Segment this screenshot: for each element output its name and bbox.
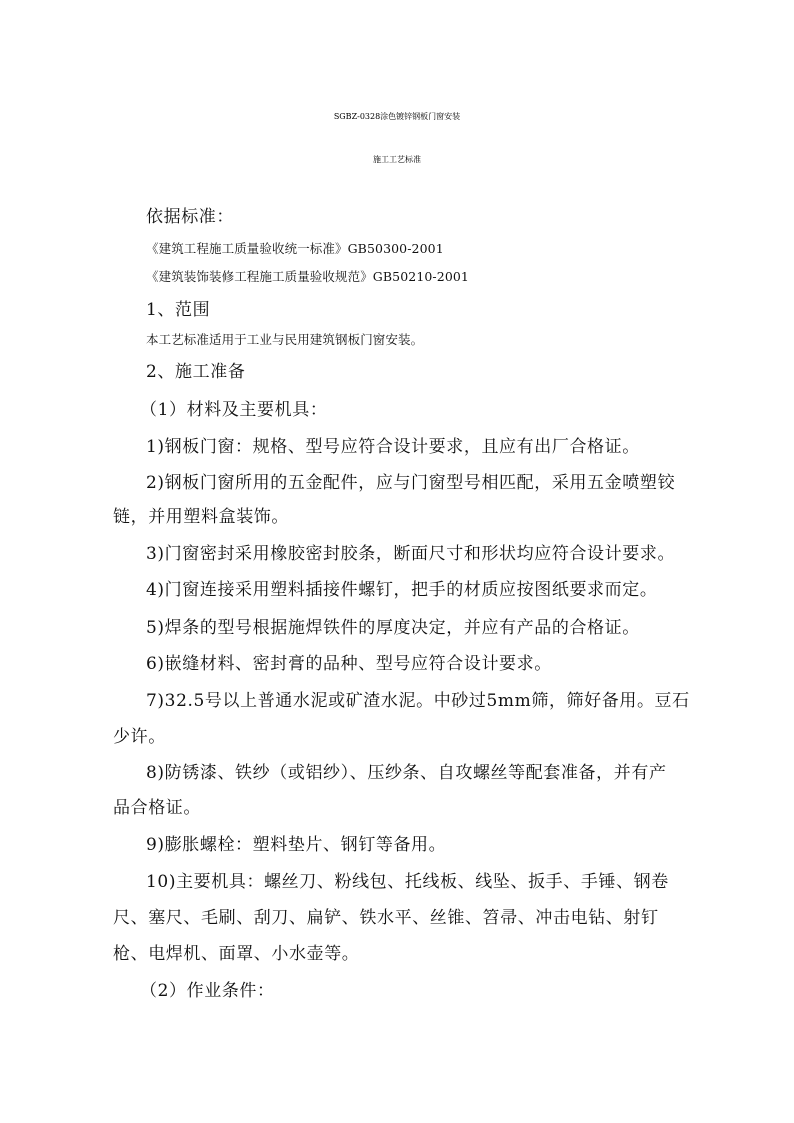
subsection-2-heading: （2）作业条件： [140, 981, 275, 1001]
list-item-10-line-1: 10)主要机具：螺丝刀、粉线包、托线板、线坠、扳手、手锤、钢卷 [146, 872, 669, 892]
subsection-1-heading: （1）材料及主要机具： [140, 400, 328, 420]
basis-standard-1: 《建筑工程施工质量验收统一标准》GB50300-2001 [146, 241, 444, 256]
list-item-5: 5)焊条的型号根据施焊铁件的厚度决定，并应有产品的合格证。 [146, 618, 640, 638]
list-item-10-line-2: 尺、塞尺、毛刷、刮刀、扁铲、铁水平、丝锥、笤帚、冲击电钻、射钉 [113, 908, 659, 928]
document-title-line2: 施工工艺标准 [373, 155, 421, 164]
list-item-9: 9)膨胀螺栓：塑料垫片、钢钉等备用。 [146, 835, 447, 855]
list-item-8-line-1: 8)防锈漆、铁纱（或铝纱）、压纱条、自攻螺丝等配套准备，并有产 [146, 763, 667, 783]
list-item-10-line-3: 枪、电焊机、面罩、小水壶等。 [113, 944, 360, 964]
list-item-7-line-2: 少许。 [113, 727, 166, 747]
list-item-1: 1)钢板门窗：规格、型号应符合设计要求，且应有出厂合格证。 [146, 437, 640, 457]
list-item-3: 3)门窗密封采用橡胶密封胶条，断面尺寸和形状均应符合设计要求。 [146, 544, 676, 564]
list-item-2-line-2: 链，并用塑料盒装饰。 [113, 507, 289, 527]
list-item-4: 4)门窗连接采用塑料插接件螺钉，把手的材质应按图纸要求而定。 [146, 580, 658, 600]
basis-standard-2: 《建筑装饰装修工程施工质量验收规范》GB50210-2001 [146, 269, 469, 284]
list-item-6: 6)嵌缝材料、密封膏的品种、型号应符合设计要求。 [146, 654, 552, 674]
section-1-text: 本工艺标准适用于工业与民用建筑钢板门窗安装。 [146, 332, 424, 347]
list-item-7-line-1: 7)32.5号以上普通水泥或矿渣水泥。中砂过5mm筛，筛好备用。豆石 [146, 691, 690, 711]
document-title-line1: SGBZ-0328涂色镀锌钢板门窗安装 [333, 112, 461, 121]
basis-heading: 依据标准： [146, 207, 234, 227]
section-1-heading: 1、范围 [146, 300, 211, 320]
list-item-8-line-2: 品合格证。 [113, 798, 201, 818]
list-item-2-line-1: 2)钢板门窗所用的五金配件，应与门窗型号相匹配，采用五金喷塑铰 [146, 473, 676, 493]
section-2-heading: 2、施工准备 [146, 362, 246, 382]
